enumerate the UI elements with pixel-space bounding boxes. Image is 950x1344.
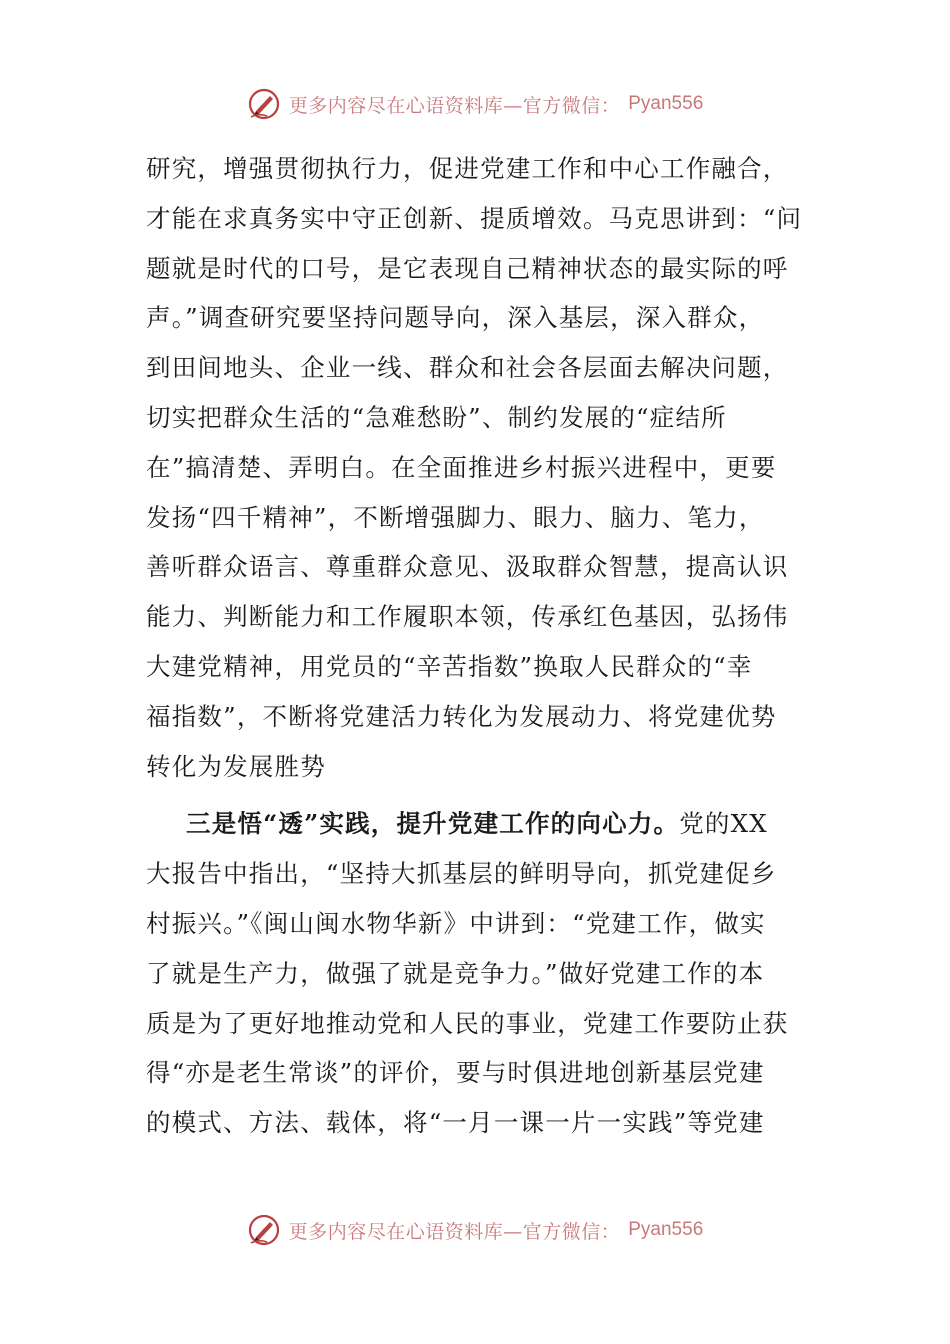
text-line: 才能在求真务实中守正创新、提质增效。马克思讲到：“问 <box>146 203 803 233</box>
header-wechat-id: Pyan556 <box>628 93 704 114</box>
paragraph-1 <box>146 144 806 791</box>
text-line: 题就是时代的口号，是它表现自己精神状态的最实际的呼 <box>146 253 789 283</box>
header-banner <box>0 82 950 126</box>
text-line: 大建党精神，用党员的“辛苦指数”换取人民群众的“幸 <box>146 651 753 681</box>
text-line: 研究，增强贯彻执行力，促进党建工作和中心工作融合， <box>146 154 789 183</box>
pen-logo-icon <box>247 87 281 121</box>
document-body <box>146 144 806 1148</box>
text-line: 转化为发展胜势 <box>146 751 326 781</box>
header-banner-text: 更多内容尽在心语资料库—官方微信： <box>288 94 621 117</box>
text-line: 质是为了更好地推动党和人民的事业，党建工作要防止获 <box>146 1008 789 1038</box>
heading-line-rest: 党的XX <box>679 809 768 839</box>
footer-banner-text: 更多内容尽在心语资料库—官方微信： <box>288 1220 621 1243</box>
text-line: 在”搞清楚、弄明白。在全面推进乡村振兴进程中，更要 <box>146 452 777 482</box>
text-line: 大报告中指出，“坚持大抓基层的鲜明导向，抓党建促乡 <box>146 859 777 889</box>
text-line: 的模式、方法、载体，将“一月一课一片一实践”等党建 <box>146 1108 765 1138</box>
text-line: 切实把群众生活的“急难愁盼”、制约发展的“症结所 <box>146 402 727 432</box>
footer-banner <box>0 1208 950 1252</box>
text-line: 能力、判断能力和工作履职本领，传承红色基因，弘扬伟 <box>146 602 789 632</box>
pen-logo-icon <box>247 1213 281 1247</box>
paragraph-2-first-line <box>146 799 806 849</box>
text-line: 村振兴。”《闽山闽水物华新》中讲到：“党建工作，做实 <box>146 908 766 938</box>
text-line: 了就是生产力，做强了就是竞争力。”做好党建工作的本 <box>146 958 765 988</box>
text-line: 福指数”，不断将党建活力转化为发展动力、将党建优势 <box>146 701 777 731</box>
text-line: 发扬“四千精神”，不断增强脚力、眼力、脑力、笔力， <box>146 502 765 532</box>
paragraph-2 <box>146 799 806 1148</box>
text-line: 善听群众语言、尊重群众意见、汲取群众智慧，提高认识 <box>146 552 789 582</box>
section-heading: 三是悟“透”实践，提升党建工作的向心力。 <box>186 809 680 839</box>
text-line: 声。”调查研究要坚持问题导向，深入基层，深入群众， <box>146 303 765 333</box>
footer-wechat-id: Pyan556 <box>628 1219 704 1240</box>
text-line: 到田间地头、企业一线、群众和社会各层面去解决问题， <box>146 353 789 383</box>
text-line: 得“亦是老生常谈”的评价，要与时俱进地创新基层党建 <box>146 1058 765 1088</box>
